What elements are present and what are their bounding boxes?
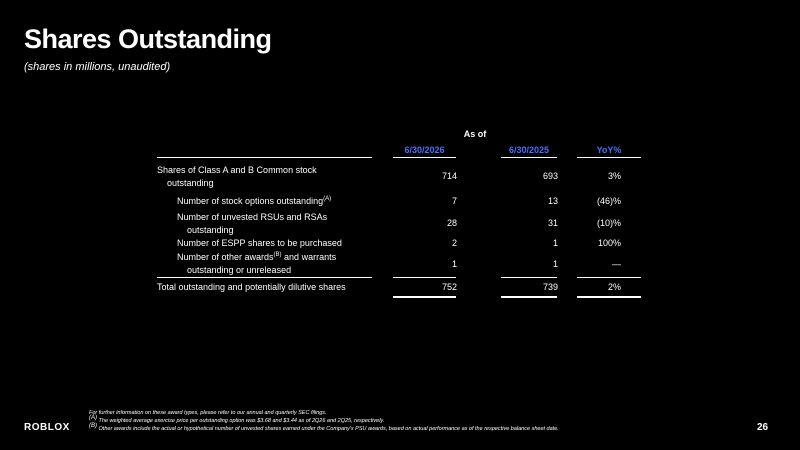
- row-label: Number of unvested RSUs and RSAs outstanding: [177, 212, 328, 235]
- roblox-logo: ROBLOX: [24, 422, 70, 433]
- total-underline: [393, 296, 456, 298]
- subtotal-divider: [157, 277, 372, 278]
- table-row: [157, 251, 642, 277]
- as-of-header: As of: [463, 129, 487, 139]
- column-header-yoy: YoY%: [596, 145, 622, 155]
- value-2026: 1: [451, 259, 457, 269]
- slide-subtitle: (shares in millions, unaudited): [24, 61, 171, 73]
- total-yoy: 2%: [607, 282, 621, 292]
- subtotal-divider: [393, 277, 456, 278]
- value-2025: 13: [547, 196, 558, 206]
- value-2026: 28: [446, 218, 457, 228]
- subtotal-divider: [501, 277, 557, 278]
- value-2025: 693: [542, 171, 558, 181]
- footnote-a: $^{(A)}$ The weighted average exercise price per outstanding option was $3.68 and $3.44 as of 2Q26 and 2Q25, respectively.: [89, 415, 385, 424]
- value-yoy: —: [612, 259, 621, 269]
- row-label: Number of other awards$^{(B)}$ and warrants outstanding or unreleased: [177, 252, 337, 275]
- column-header-2025: 6/30/2025: [508, 145, 550, 155]
- total-underline: [577, 296, 641, 298]
- header-divider: [393, 157, 456, 158]
- value-yoy: (10)%: [596, 218, 621, 228]
- header-divider: [577, 157, 641, 158]
- footnote-b: $^{(B)}$ Other awards include the actual or hypothetical number of unvested shares earned under the Company's PSU awards, based on actual performance as of the respective balance sheet date.: [89, 423, 559, 432]
- total-underline: [501, 296, 557, 298]
- value-yoy: 3%: [607, 171, 621, 181]
- value-2026: 2: [451, 238, 457, 248]
- page-number: 26: [757, 422, 769, 433]
- value-yoy: (46)%: [596, 196, 621, 206]
- table-row: [157, 237, 642, 250]
- header-divider: [157, 157, 372, 158]
- total-2026: 752: [441, 282, 457, 292]
- table-row: [157, 164, 642, 190]
- total-label: Total outstanding and potentially dilutive shares: [157, 282, 346, 292]
- slide-title: Shares Outstanding: [24, 24, 272, 54]
- table-row: [157, 211, 642, 237]
- table-row: [157, 195, 642, 208]
- column-header-2026: 6/30/2026: [404, 145, 445, 155]
- total-2025: 739: [542, 282, 558, 292]
- row-label: Shares of Class A and B Common stock outstanding: [157, 165, 317, 188]
- subtotal-divider: [577, 277, 641, 278]
- footnotes: [89, 409, 559, 433]
- footnote-intro: For further information on these award types, please refer to our annual and quarterly SEC filings.: [89, 410, 327, 416]
- row-label: Number of ESPP shares to be purchased: [177, 238, 342, 248]
- value-yoy: 100%: [597, 238, 621, 248]
- value-2026: 714: [441, 171, 457, 181]
- row-label: Number of stock options outstanding$^{(A)}$: [177, 196, 332, 206]
- header-divider: [501, 157, 557, 158]
- value-2026: 7: [451, 196, 457, 206]
- value-2025: 1: [552, 259, 558, 269]
- value-2025: 31: [547, 218, 558, 228]
- value-2025: 1: [552, 238, 558, 248]
- total-row: [157, 281, 642, 294]
